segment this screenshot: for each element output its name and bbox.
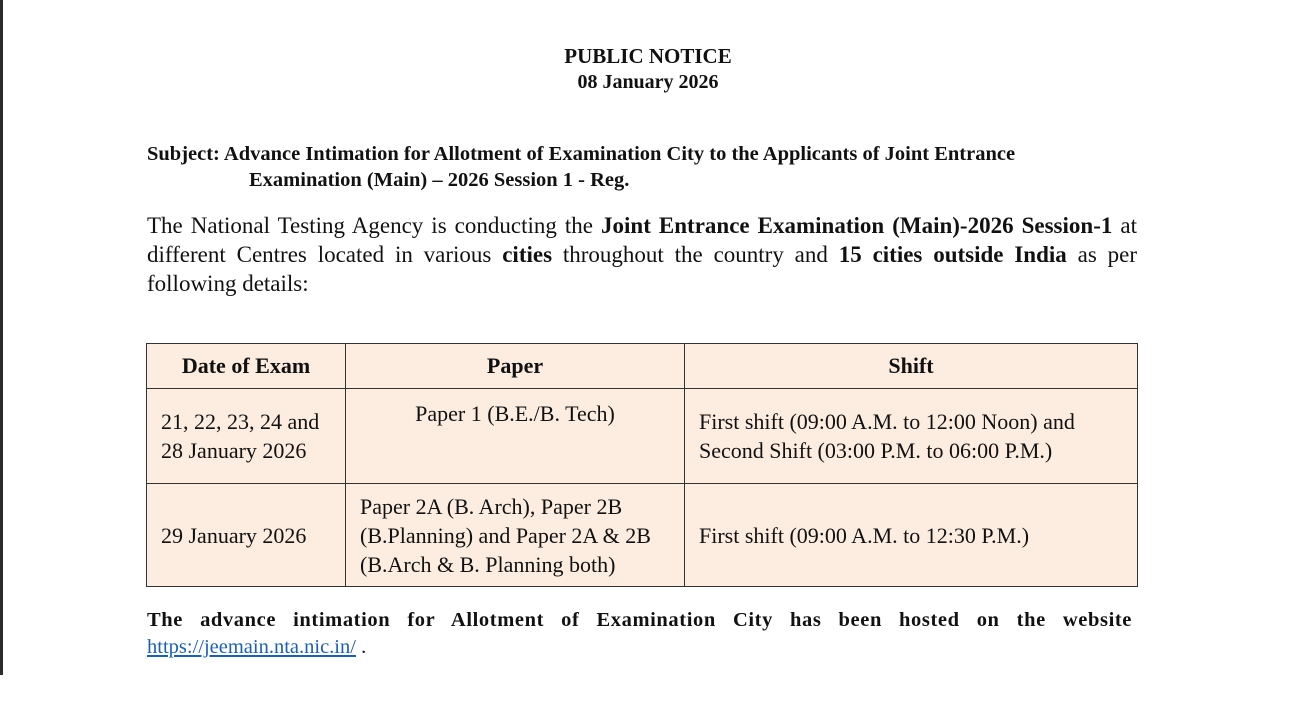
- subject-line-2: Examination (Main) – 2026 Session 1 - Reg.: [249, 169, 630, 191]
- intro-part-3: throughout the country and: [552, 242, 839, 267]
- intro-part-1: The National Testing Agency is conducting the: [147, 213, 602, 238]
- exam-schedule-table: [146, 343, 1138, 587]
- header-date-of-exam: Date of Exam: [147, 344, 346, 389]
- intro-part-2: at different Centres located in various: [147, 213, 1137, 267]
- subject-line-1: Advance Intimation for Allotment of Examination City to the Applicants of Joint Entrance: [223, 143, 1016, 165]
- notice-title: PUBLIC NOTICE: [564, 44, 732, 68]
- document-page: [3, 0, 1163, 675]
- subject-label: Subject:: [147, 143, 220, 165]
- footer-note: The advance intimation for Allotment of Examination City has been hosted on the website: [147, 609, 1132, 631]
- cell-paper: Paper 2A (B. Arch), Paper 2B (B.Planning) and Paper 2A & 2B (B.Arch & B. Planning both): [346, 484, 685, 587]
- intro-part-4: as per following details:: [147, 242, 1137, 296]
- cell-paper: Paper 1 (B.E./B. Tech): [346, 389, 685, 484]
- intro-cities: cities: [502, 242, 553, 267]
- header-shift: Shift: [685, 344, 1138, 389]
- footer-trail: .: [355, 636, 367, 658]
- table-row: [147, 484, 1138, 587]
- intro-outside-cities: 15 cities outside India: [838, 242, 1067, 267]
- cell-date: 29 January 2026: [147, 484, 346, 587]
- header-paper: Paper: [346, 344, 685, 389]
- cell-shift: First shift (09:00 A.M. to 12:00 Noon) and Second Shift (03:00 P.M. to 06:00 P.M.): [685, 389, 1138, 484]
- intro-paragraph: [147, 211, 1137, 298]
- notice-date: 08 January 2026: [577, 71, 719, 93]
- table-header-row: [147, 344, 1138, 389]
- intro-exam-name: Joint Entrance Examination (Main)-2026 Session-1: [601, 213, 1113, 238]
- cell-shift: First shift (09:00 A.M. to 12:30 P.M.): [685, 484, 1138, 587]
- cell-date: 21, 22, 23, 24 and 28 January 2026: [147, 389, 346, 484]
- website-link[interactable]: https://jeemain.nta.nic.in/: [147, 636, 356, 658]
- table-row: [147, 389, 1138, 484]
- footer-link-line: [147, 634, 366, 661]
- subject-block: [147, 141, 1147, 193]
- viewer-bottom-area: [0, 675, 1303, 713]
